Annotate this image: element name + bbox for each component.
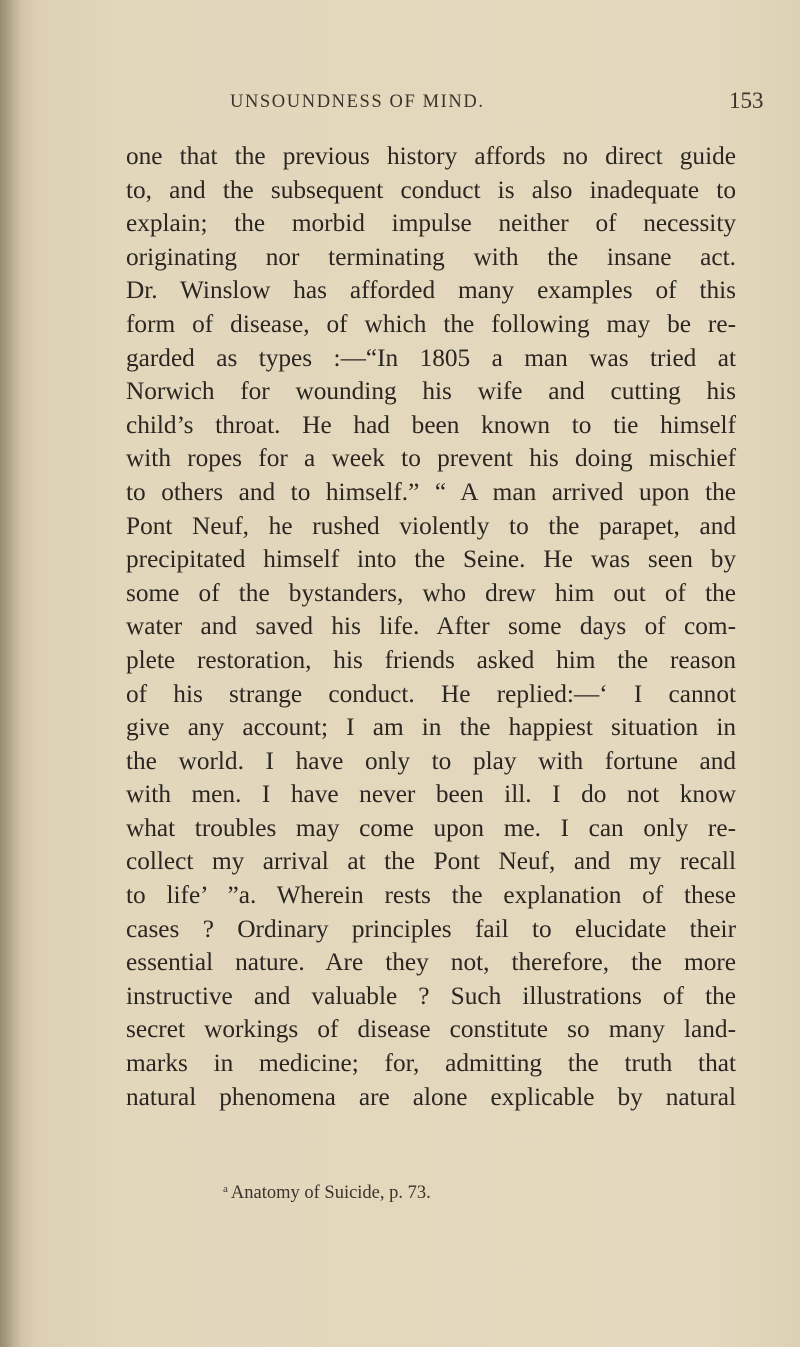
text-line: to others and to himself.” “ A man arrived upon the — [126, 477, 736, 506]
text-line: instructive and valuable ? Such illustrations of the — [126, 981, 736, 1010]
text-line: collect my arrival at the Pont Neuf, and my recall — [126, 847, 736, 876]
text-line: originating nor terminating with the insane act. — [126, 242, 736, 271]
text-line: one that the previous history affords no direct guide — [126, 142, 736, 170]
footnote — [223, 1183, 431, 1204]
text-line: to life’ ”a. Wherein rests the explanation of these — [126, 881, 736, 910]
text-line: secret workings of disease constitute so many land- — [126, 1015, 736, 1044]
page-number: 153 — [729, 88, 764, 113]
footnote-marker: a — [223, 1183, 228, 1195]
text-line: the world. I have only to play with fortune and — [126, 746, 736, 775]
gutter-shadow — [0, 0, 22, 1347]
footnote-text: Anatomy of Suicide, p. 73. — [230, 1183, 431, 1203]
text-line: child’s throat. He had been known to tie himself — [126, 410, 736, 439]
text-line: of his strange conduct. He replied:—‘ I cannot — [126, 679, 736, 708]
body-text — [126, 140, 736, 1114]
text-line: marks in medicine; for, admitting the truth that — [126, 1049, 736, 1078]
text-line: water and saved his life. After some days of com- — [126, 612, 736, 641]
text-line: with ropes for a week to prevent his doing mischief — [126, 444, 736, 473]
text-line: Norwich for wounding his wife and cutting his — [126, 377, 736, 406]
text-line: to, and the subsequent conduct is also inadequate to — [126, 175, 736, 204]
running-title: UNSOUNDNESS OF MIND. — [230, 92, 485, 112]
text-line: give any account; I am in the happiest situation in — [126, 713, 736, 742]
text-line: some of the bystanders, who drew him out of the — [126, 578, 736, 607]
text-line: form of disease, of which the following may be re- — [126, 309, 736, 338]
running-head — [0, 86, 800, 122]
text-line: natural phenomena are alone explicable by natural — [126, 1082, 736, 1111]
text-line: cases ? Ordinary principles fail to elucidate their — [126, 914, 736, 943]
text-line: plete restoration, his friends asked him the reason — [126, 645, 736, 674]
text-line: explain; the morbid impulse neither of necessity — [126, 209, 736, 238]
text-line: what troubles may come upon me. I can only re- — [126, 813, 736, 842]
text-line: Pont Neuf, he rushed violently to the parapet, and — [126, 511, 736, 540]
text-line: precipitated himself into the Seine. He was seen by — [126, 545, 736, 574]
text-line: garded as types :—“In 1805 a man was tried at — [126, 343, 736, 372]
text-line: essential nature. Are they not, therefore, the more — [126, 948, 736, 977]
text-line: with men. I have never been ill. I do not know — [126, 780, 736, 809]
text-line: Dr. Winslow has afforded many examples of this — [126, 276, 736, 305]
